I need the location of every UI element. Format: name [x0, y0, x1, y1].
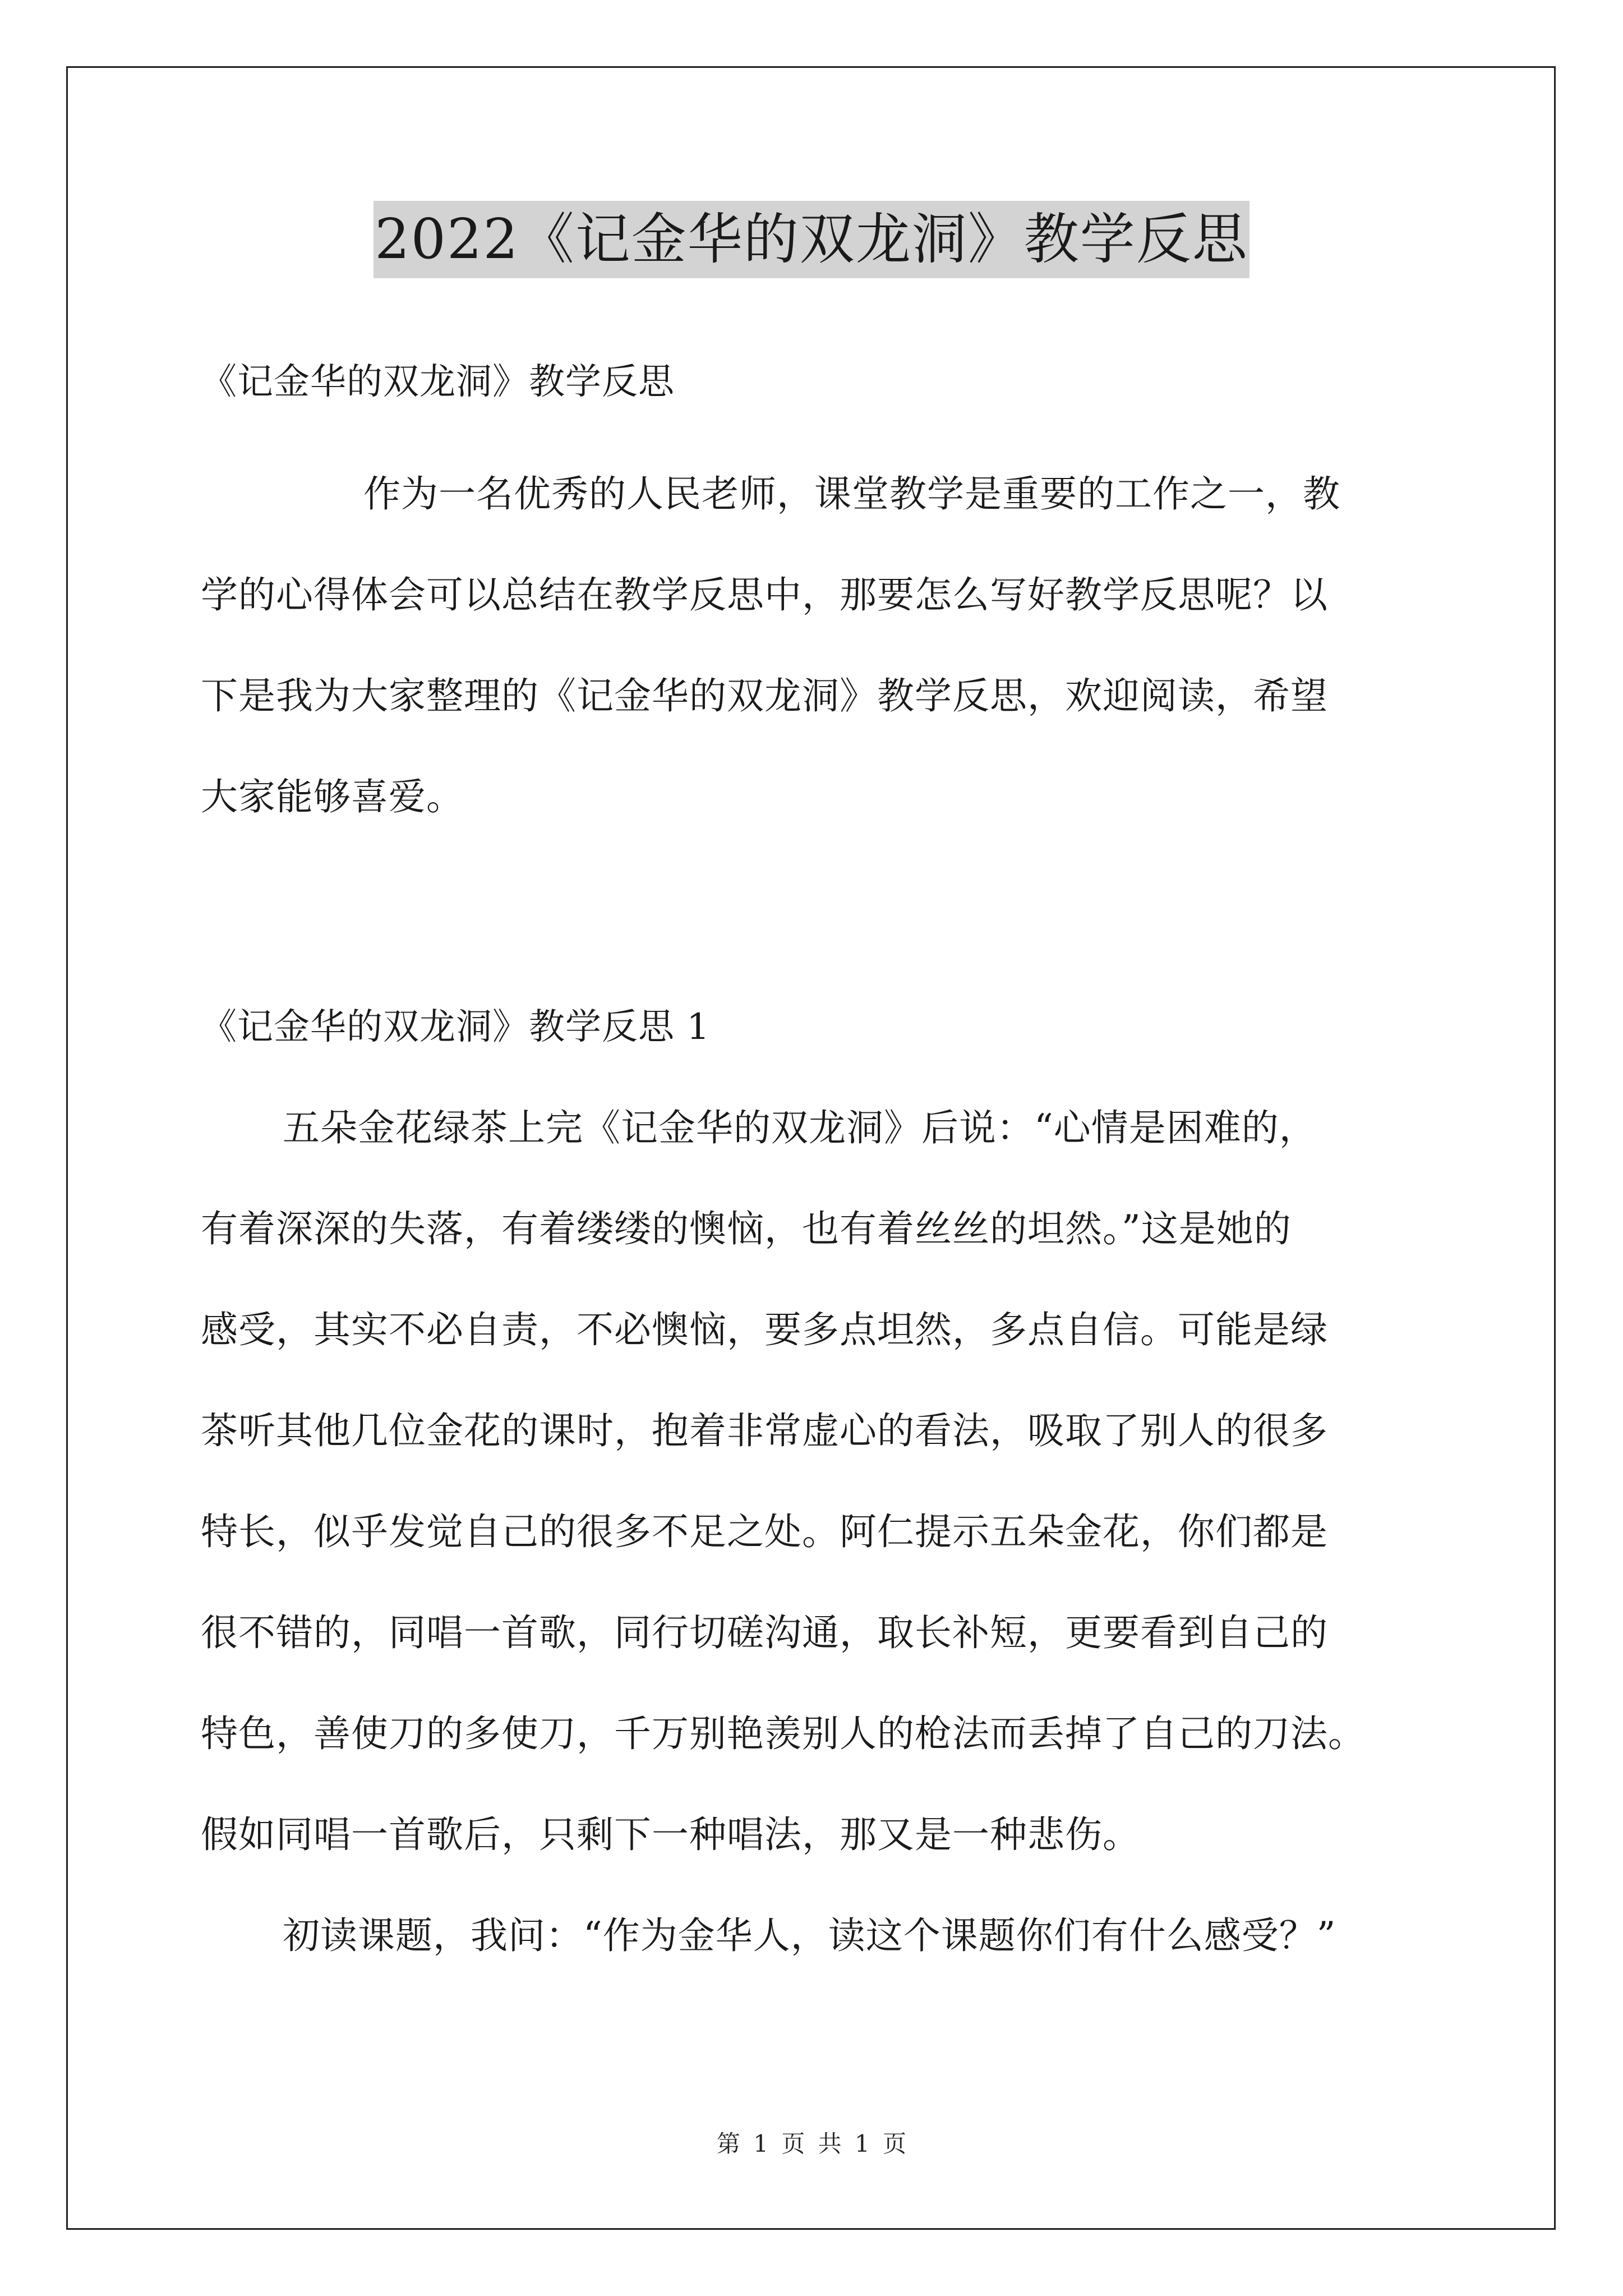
intro-line: 大家能够喜爱。: [201, 775, 464, 818]
document-subtitle: 《记金华的双龙洞》教学反思: [201, 361, 675, 403]
section-line: 茶听其他几位金花的课时，抱着非常虚心的看法，吸取了别人的很多: [201, 1409, 1328, 1452]
section-line: 五朵金花绿茶上完《记金华的双龙洞》后说：“心情是困难的，: [283, 1106, 1317, 1149]
document-title: [0, 201, 1623, 278]
section-line: 特长，似乎发觉自己的很多不足之处。阿仁提示五朵金花，你们都是: [201, 1510, 1328, 1553]
section-line: 有着深深的失落，有着缕缕的懊恼，也有着丝丝的坦然。”这是她的: [201, 1207, 1292, 1250]
section-heading: 《记金华的双龙洞》教学反思 1: [201, 1006, 711, 1048]
intro-line: 作为一名优秀的人民老师，课堂教学是重要的工作之一，教: [363, 472, 1340, 516]
section-line: 初读课题，我问：“作为金华人，读这个课题你们有什么感受？”: [283, 1914, 1336, 1957]
document-title-text: 2022《记金华的双龙洞》教学反思: [374, 201, 1249, 278]
section-line: 感受，其实不必自责，不必懊恼，要多点坦然，多点自信。可能是绿: [201, 1308, 1328, 1351]
section-line: 假如同唱一首歌后，只剩下一种唱法，那又是一种悲伤。: [201, 1813, 1140, 1856]
section-line: 特色，善使刀的多使刀，千万别艳羡别人的枪法而丢掉了自己的刀法。: [201, 1712, 1366, 1755]
page-footer: 第 1 页 共 1 页: [716, 2130, 907, 2157]
intro-line: 学的心得体会可以总结在教学反思中，那要怎么写好教学反思呢？以: [201, 573, 1328, 616]
intro-line: 下是我为大家整理的《记金华的双龙洞》教学反思，欢迎阅读，希望: [201, 674, 1328, 717]
section-line: 很不错的，同唱一首歌，同行切磋沟通，取长补短，更要看到自己的: [201, 1611, 1328, 1654]
